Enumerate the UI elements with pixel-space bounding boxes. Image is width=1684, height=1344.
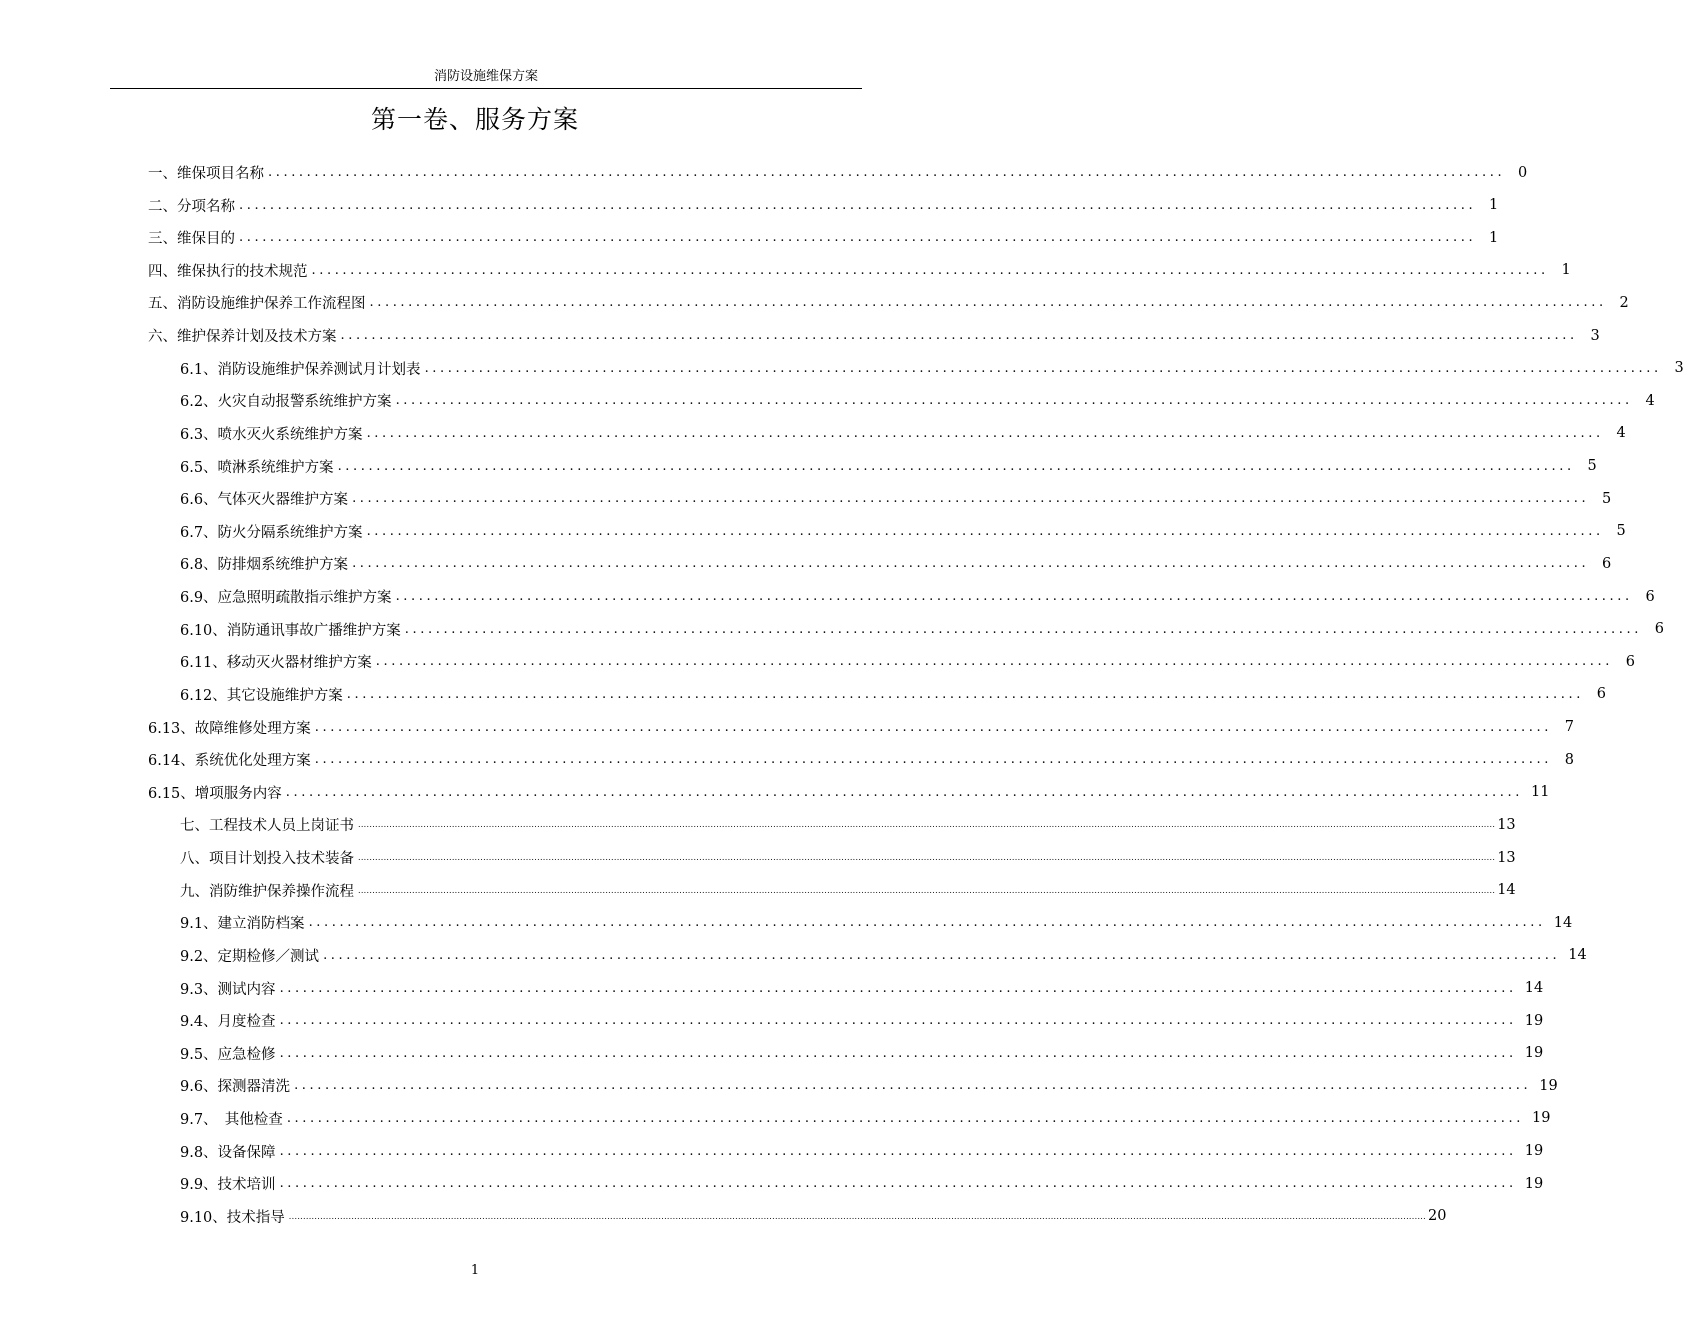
toc-leader: ................................................................................................................................................................ [294,1078,1532,1094]
toc-entry-label: 9.6、探测器清洗 [180,1079,291,1096]
toc-entry[interactable] [180,678,1606,711]
toc-leader: ................................................................................................................................................................ [311,262,1549,278]
toc-entry-page: 6 [1625,653,1635,670]
toc-entry-page: 1 [1488,197,1499,214]
toc-leader: ................................................................................................................................................................................................................................................................................................................................................................................................................ [358,820,1496,830]
toc-entry-page: 3 [1590,327,1600,344]
toc-leader: ................................................................................................................................................................ [279,1176,1517,1192]
toc-entry-label: 四、维保执行的技术规范 [148,263,308,280]
toc-entry-label: 6.12、其它设施维护方案 [180,687,343,704]
toc-entry[interactable] [180,874,1516,907]
toc-entry-page: 20 [1427,1208,1447,1225]
toc-leader: ................................................................................................................................................................ [308,915,1546,931]
toc-entry-label: 9.3、测试内容 [180,981,276,998]
toc-leader: ................................................................................................................................................................ [286,1110,1524,1126]
toc-entry[interactable] [180,972,1544,1005]
toc-leader: ................................................................................................................................................................ [285,784,1523,800]
toc-entry-page: 19 [1539,1077,1558,1094]
toc-entry[interactable] [180,1102,1551,1135]
toc-entry-label: 6.3、喷水灭火系统维护方案 [180,426,363,443]
toc-entry-label: 五、消防设施维护保养工作流程图 [148,296,366,313]
toc-entry-label: 6.15、增项服务内容 [148,785,282,802]
toc-entry[interactable] [148,156,1528,189]
toc-leader: ................................................................................................................................................................ [279,1013,1517,1029]
toc-entry[interactable] [180,547,1612,580]
toc-entry-page: 11 [1530,784,1550,801]
toc-entry[interactable] [180,515,1626,548]
toc-leader: ................................................................................................................................................................................................................................................................................................................................................................................................................ [358,885,1496,895]
document-title: 第一卷、服务方案 [370,105,579,134]
toc-entry-label: 9.8、设备保障 [180,1144,276,1161]
toc-entry[interactable] [180,645,1635,678]
toc-entry[interactable] [148,776,1550,809]
toc-entry-label: 6.7、防火分隔系统维护方案 [180,524,363,541]
toc-entry-label: 六、维护保养计划及技术方案 [148,329,337,346]
toc-entry-page: 6 [1654,621,1664,638]
toc-entry-page: 19 [1524,1143,1544,1160]
toc-entry-label: 6.8、防排烟系统维护方案 [180,557,349,574]
toc-entry-label: 9.4、月度检查 [180,1014,276,1031]
toc-entry[interactable] [148,319,1600,352]
toc-entry[interactable] [180,482,1612,515]
toc-entry[interactable] [180,450,1597,483]
toc-leader: ................................................................................................................................................................ [340,328,1578,344]
toc-entry-label: 9.10、技术指导 [180,1209,285,1226]
toc-entry[interactable] [180,939,1587,972]
header-rule [110,88,862,89]
page-number: 1 [470,1263,480,1278]
toc-entry[interactable] [180,417,1626,450]
toc-entry[interactable] [180,841,1516,874]
toc-leader: ................................................................................................................................................................ [375,654,1613,670]
toc-entry-page: 19 [1531,1110,1551,1127]
toc-entry-page: 3 [1674,360,1684,377]
toc-entry-page: 14 [1524,980,1544,996]
toc-leader: ................................................................................................................................................................ [369,295,1607,311]
toc-entry[interactable] [180,1069,1558,1102]
toc-leader: ................................................................................................................................................................................................................................................................................................................................................................................................................ [288,1211,1426,1221]
toc-entry-label: 七、工程技术人员上岗证书 [180,818,354,835]
toc-entry-page: 5 [1602,490,1612,507]
toc-leader: ................................................................................................................................................................ [239,197,1477,213]
toc-entry-page: 6 [1602,555,1612,572]
toc-leader: ................................................................................................................................................................ [352,556,1590,572]
toc-entry-page: 6 [1596,686,1606,703]
toc-entry-page: 13 [1497,816,1516,833]
toc-entry[interactable] [180,352,1684,385]
toc-entry[interactable] [180,613,1664,646]
toc-entry-page: 14 [1553,914,1573,931]
toc-entry[interactable] [180,1167,1544,1200]
toc-leader: ................................................................................................................................................................ [366,425,1604,441]
toc-entry[interactable] [180,1037,1544,1070]
toc-entry[interactable] [148,743,1574,776]
toc-leader: ................................................................................................................................................................ [279,1143,1517,1159]
toc-entry[interactable] [148,254,1571,287]
toc-entry-page: 13 [1497,849,1516,866]
toc-leader: ................................................................................................................................................................ [424,360,1662,376]
toc-entry[interactable] [180,580,1655,613]
toc-entry-label: 九、消防维护保养操作流程 [180,883,354,900]
toc-leader: ................................................................................................................................................................ [395,589,1633,605]
toc-entry-label: 9.7、 其他检查 [180,1111,283,1128]
toc-entry-label: 9.2、定期检修／测试 [180,948,320,965]
toc-leader: ................................................................................................................................................................ [314,719,1552,735]
toc-leader: ................................................................................................................................................................ [404,621,1642,637]
toc-entry-label: 6.1、消防设施维护保养测试月计划表 [180,361,421,378]
toc-entry-page: 5 [1587,458,1597,475]
toc-entry-label: 6.9、应急照明疏散指示维护方案 [180,590,392,607]
toc-entry[interactable] [148,286,1629,319]
toc-leader: ................................................................................................................................................................ [346,686,1584,702]
toc-entry-label: 6.2、火灾自动报警系统维护方案 [180,394,392,411]
toc-entry-label: 9.1、建立消防档案 [180,916,305,933]
toc-entry-page: 0 [1517,164,1528,181]
toc-entry[interactable] [148,711,1574,744]
toc-entry-page: 4 [1616,425,1626,442]
toc-leader: ................................................................................................................................................................ [314,752,1552,768]
toc-entry-label: 9.9、技术培训 [180,1177,276,1194]
toc-entry-label: 6.14、系统优化处理方案 [148,753,311,770]
toc-entry-page: 8 [1564,751,1574,768]
toc-entry[interactable] [148,221,1499,254]
toc-entry-label: 二、分项名称 [148,198,235,215]
toc-entry-page: 2 [1619,294,1629,311]
toc-entry-page: 6 [1645,588,1655,605]
toc-entry-page: 19 [1524,1175,1544,1192]
toc-entry-label: 三、维保目的 [148,231,235,248]
toc-leader: ................................................................................................................................................................ [395,393,1633,409]
toc-leader: ................................................................................................................................................................ [366,523,1604,539]
toc-entry-page: 14 [1568,947,1587,964]
toc-entry-page: 1 [1561,262,1571,279]
toc-entry-page: 7 [1564,719,1574,736]
toc-entry-page: 19 [1524,1012,1544,1029]
toc-entry[interactable] [180,384,1655,417]
toc-entry-page: 19 [1524,1045,1544,1062]
toc-entry-label: 6.10、消防通讯事故广播维护方案 [180,622,401,639]
toc-leader: ................................................................................................................................................................ [279,980,1517,996]
toc-entry-label: 6.13、故障维修处理方案 [148,720,311,737]
toc-leader: ................................................................................................................................................................ [268,165,1506,180]
toc-entry-label: 八、项目计划投入技术装备 [180,851,354,868]
toc-leader: ................................................................................................................................................................................................................................................................................................................................................................................................................ [358,853,1496,863]
toc-leader: ................................................................................................................................................................ [323,947,1561,963]
toc-entry[interactable] [180,1135,1544,1168]
toc-leader: ................................................................................................................................................................ [239,230,1477,246]
toc-entry[interactable] [180,1004,1544,1037]
running-header: 消防设施维保方案 [433,69,538,84]
toc-entry-label: 6.11、移动灭火器材维护方案 [180,655,372,672]
toc-entry-page: 4 [1645,392,1655,409]
toc-entry-page: 5 [1616,523,1626,540]
toc-entry-label: 9.5、应急检修 [180,1046,276,1063]
toc-leader: ................................................................................................................................................................ [337,458,1575,474]
toc-entry-label: 6.6、气体灭火器维护方案 [180,492,349,509]
toc-entry-page: 1 [1488,229,1499,246]
toc-entry[interactable] [180,1200,1447,1233]
toc-entry-label: 6.5、喷淋系统维护方案 [180,459,334,476]
toc-entry[interactable] [180,808,1516,841]
toc-leader: ................................................................................................................................................................ [279,1045,1517,1061]
toc-entry-page: 14 [1497,882,1516,899]
toc-entry-label: 一、维保项目名称 [148,166,264,182]
toc-leader: ................................................................................................................................................................ [352,491,1590,507]
toc-entry[interactable] [180,906,1573,939]
toc-entry[interactable] [148,189,1499,222]
